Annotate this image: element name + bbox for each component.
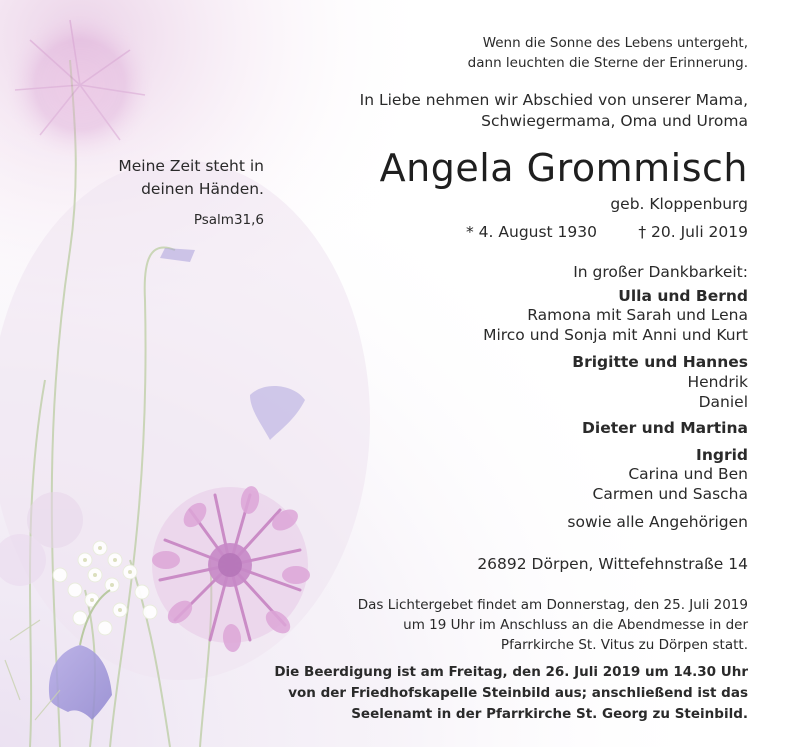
deceased-name: Angela Grommisch xyxy=(379,146,748,190)
intro-line-1: In Liebe nehmen wir Abschied von unserer Mama, xyxy=(359,91,748,109)
verse-line-2: deinen Händen. xyxy=(141,180,264,198)
mourner-member: Mirco und Sonja mit Anni und Kurt xyxy=(483,326,748,344)
mourners-closing: sowie alle Angehörigen xyxy=(567,513,748,531)
address: 26892 Dörpen, Wittefehnstraße 14 xyxy=(477,555,748,573)
mourner-group-title: Brigitte und Hannes xyxy=(572,353,748,371)
prayer-line-1: Das Lichtergebet findet am Donnerstag, den 25. Juli 2019 xyxy=(357,597,748,613)
mourners-heading: In großer Dankbarkeit: xyxy=(573,263,748,281)
death-date: † 20. Juli 2019 xyxy=(638,223,748,241)
mourner-member: Ramona mit Sarah und Lena xyxy=(527,306,748,324)
prayer-line-3: Pfarrkirche St. Vitus zu Dörpen statt. xyxy=(500,637,748,653)
mourner-group-title: Dieter und Martina xyxy=(582,419,748,437)
birth-date: * 4. August 1930 xyxy=(466,223,598,241)
mourner-member: Daniel xyxy=(698,393,748,411)
mourner-member: Carmen und Sascha xyxy=(592,485,748,503)
verse-reference: Psalm31,6 xyxy=(193,212,264,228)
birth-name: geb. Kloppenburg xyxy=(610,195,748,213)
funeral-line-1: Die Beerdigung ist am Freitag, den 26. Juli 2019 um 14.30 Uhr xyxy=(274,664,748,680)
motto-line-1: Wenn die Sonne des Lebens untergeht, xyxy=(482,35,748,51)
mourner-group-title: Ulla und Bernd xyxy=(618,287,748,305)
mourner-member: Hendrik xyxy=(687,373,748,391)
mourner-member: Carina und Ben xyxy=(628,465,748,483)
mourner-group-title: Ingrid xyxy=(696,446,748,464)
funeral-line-3: Seelenamt in der Pfarrkirche St. Georg zu Steinbild. xyxy=(351,706,748,722)
funeral-line-2: von der Friedhofskapelle Steinbild aus; anschließend ist das xyxy=(288,685,748,701)
intro-line-2: Schwiegermama, Oma und Uroma xyxy=(481,112,748,130)
verse-line-1: Meine Zeit steht in xyxy=(118,157,264,175)
motto-line-2: dann leuchten die Sterne der Erinnerung. xyxy=(467,55,748,71)
prayer-line-2: um 19 Uhr im Anschluss an die Abendmesse in der xyxy=(403,617,748,633)
